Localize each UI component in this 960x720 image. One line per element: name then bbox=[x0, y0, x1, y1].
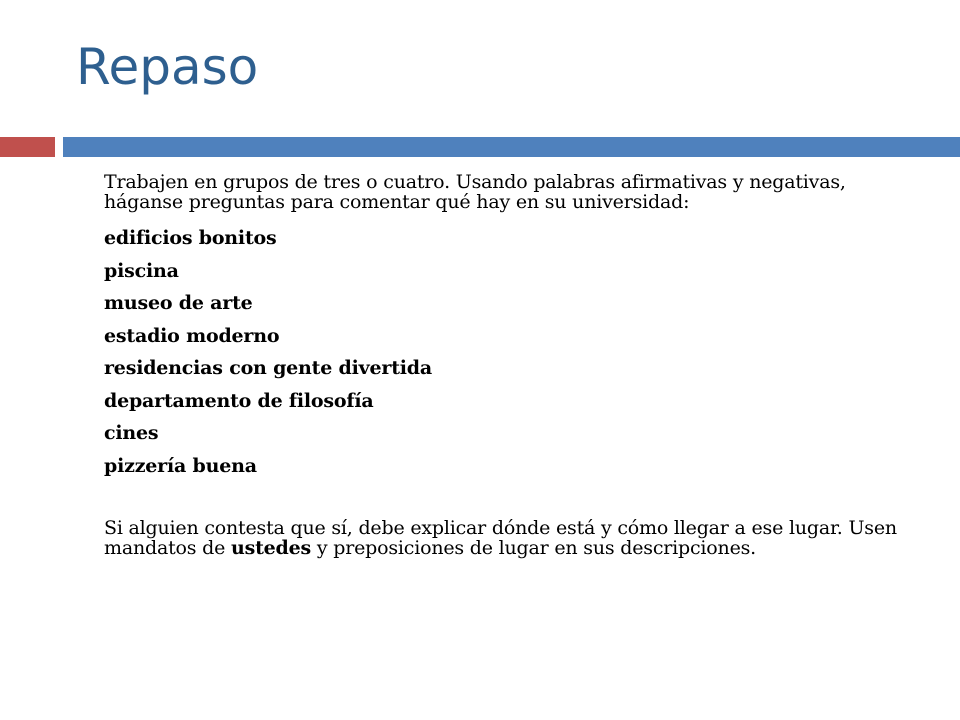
topic-list bbox=[104, 222, 904, 482]
list-item: residencias con gente divertida bbox=[104, 357, 432, 379]
slide-title: Repaso bbox=[76, 38, 259, 96]
list-item: cines bbox=[104, 422, 159, 444]
list-item: piscina bbox=[104, 259, 179, 282]
list-item: estadio moderno bbox=[104, 324, 280, 347]
list-item: departamento de filosofía bbox=[104, 389, 374, 412]
accent-bar-red bbox=[0, 137, 55, 157]
outro-text-end: y preposiciones de lugar en sus descripciones. bbox=[311, 537, 757, 559]
slide-body bbox=[104, 172, 904, 558]
outro-text bbox=[104, 518, 904, 558]
outro-emphasis: ustedes bbox=[230, 537, 312, 559]
list-item: museo de arte bbox=[104, 292, 253, 314]
list-item: pizzería buena bbox=[104, 454, 257, 477]
outro-text-start: Si alguien contesta que sí, debe explicar dónde está y cómo llegar a ese lugar. Usen mandatos de bbox=[104, 517, 897, 559]
list-item: edificios bonitos bbox=[104, 227, 277, 249]
accent-bar-blue bbox=[63, 137, 960, 157]
intro-text: Trabajen en grupos de tres o cuatro. Usando palabras afirmativas y negativas, háganse preguntas para comentar qué hay en su universidad: bbox=[104, 171, 846, 213]
